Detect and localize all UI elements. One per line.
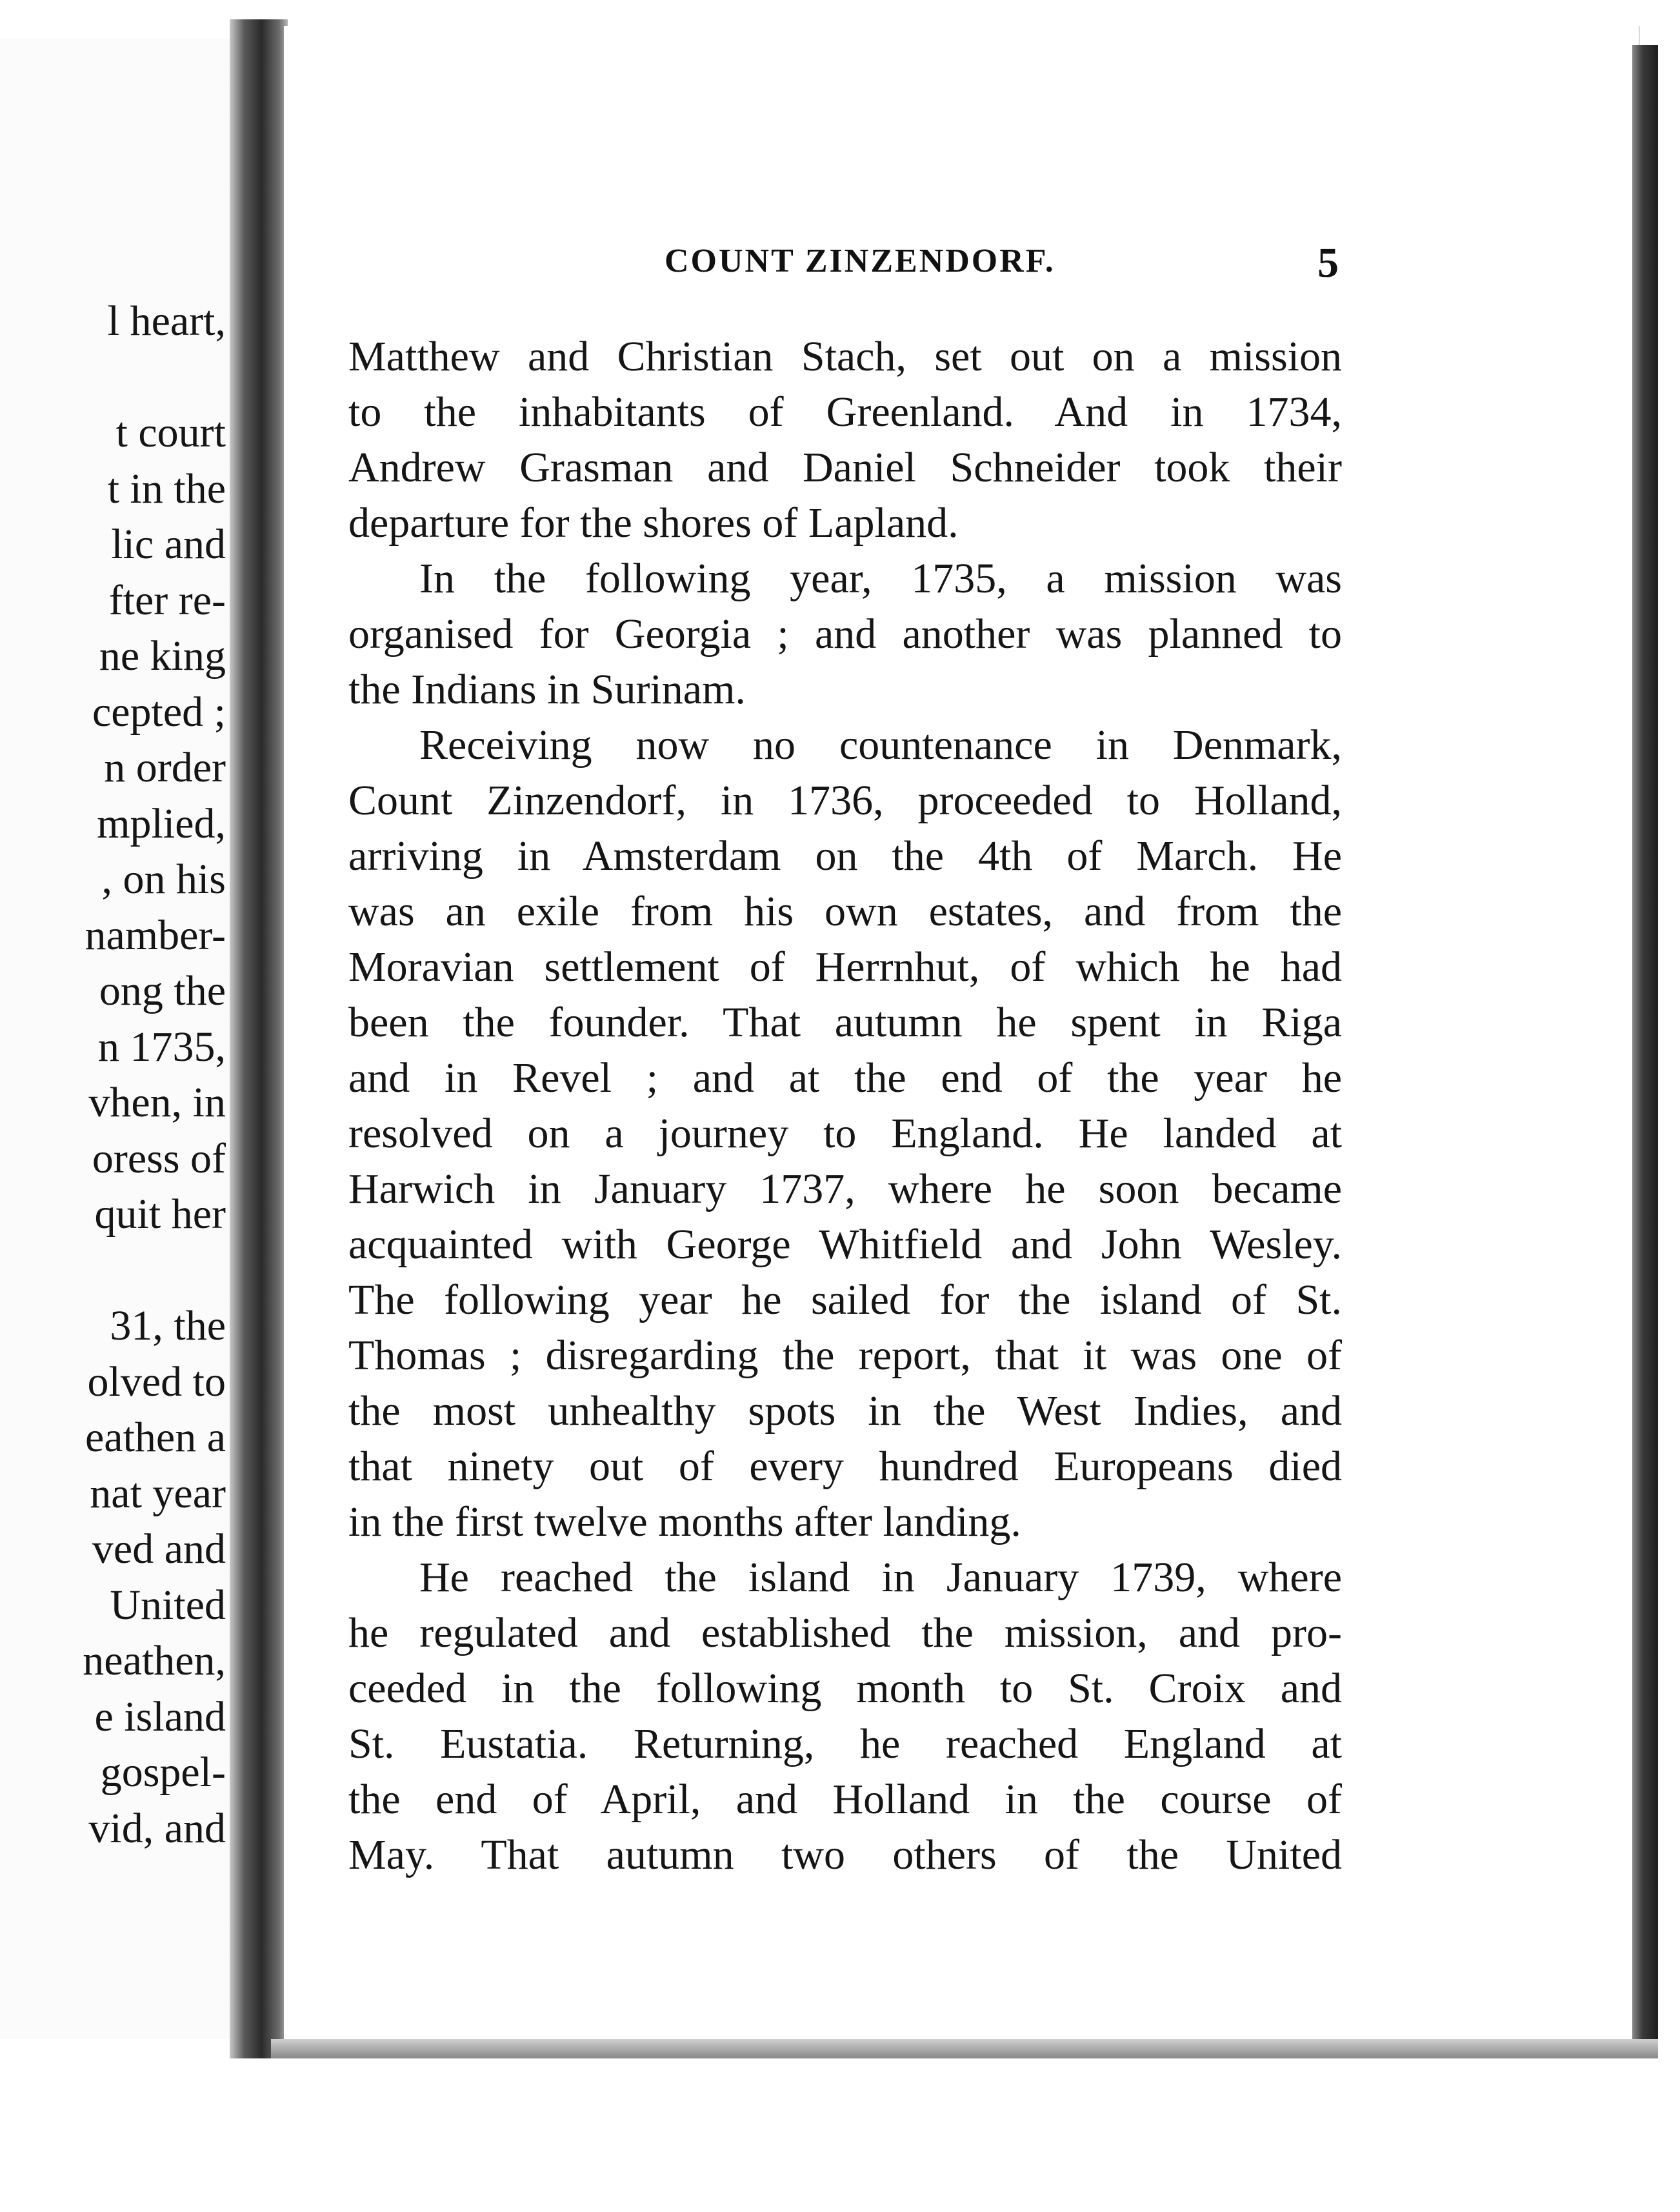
text-line: was an exile from his own estates, and from the <box>348 888 1342 935</box>
text-line: arriving in Amsterdam on the 4th of March. He <box>348 832 1342 880</box>
text-line: acquainted with George Whitfield and John Wesley. <box>348 1221 1342 1268</box>
text-line: May. That autumn two others of the United <box>348 1831 1342 1878</box>
text-line: departure for the shores of Lapland. <box>348 499 959 547</box>
text-line: Matthew and Christian Stach, set out on a mission <box>348 333 1342 380</box>
left-page-fragment: United <box>110 1581 226 1629</box>
text-line: Count Zinzendorf, in 1736, proceeded to Holland, <box>348 777 1342 824</box>
text-line: Receiving now no countenance in Denmark, <box>419 721 1342 769</box>
left-page-fragment: eathen a <box>85 1414 226 1461</box>
text-line: Thomas ; disregarding the report, that it was one of <box>348 1332 1342 1379</box>
text-line: and in Revel ; and at the end of the year he <box>348 1054 1342 1101</box>
book-bottom-edge <box>271 2039 1658 2058</box>
left-page-fragment: cepted ; <box>92 688 226 736</box>
left-page-fragment: quit her <box>94 1191 226 1238</box>
left-page-fragment: namber- <box>85 911 226 959</box>
text-line: that ninety out of every hundred Europeans died <box>348 1443 1342 1490</box>
left-page-fragment: ne king <box>99 632 226 679</box>
left-page-fragment: n order <box>104 744 226 791</box>
left-page-fragment: ved and <box>92 1525 226 1573</box>
left-page-fragment: neathen, <box>83 1637 226 1684</box>
text-line: He reached the island in January 1739, where <box>419 1554 1342 1601</box>
text-line: Moravian settlement of Herrnhut, of which he had <box>348 943 1342 990</box>
text-line: organised for Georgia ; and another was planned to <box>348 610 1342 658</box>
left-page-fragment: olved to <box>87 1358 226 1405</box>
left-page-fragment: l heart, <box>107 297 226 345</box>
left-page <box>0 39 232 2039</box>
left-page-fragment: t in the <box>107 465 226 512</box>
running-title: COUNT ZINZENDORF. <box>665 243 1055 279</box>
text-line: been the founder. That autumn he spent in Riga <box>348 999 1342 1046</box>
left-page-fragment: e island <box>94 1693 226 1740</box>
left-page-fragment: nat year <box>90 1469 226 1517</box>
left-page-fragment: vhen, in <box>88 1079 226 1126</box>
left-page-fragment: fter re- <box>108 576 226 624</box>
left-page-fragment: , on his <box>101 856 226 903</box>
left-page-fragment: lic and <box>111 521 226 568</box>
text-line: St. Eustatia. Returning, he reached England at <box>348 1720 1342 1767</box>
left-page-fragment: vid, and <box>88 1804 226 1852</box>
text-line: he regulated and established the mission, and pro- <box>348 1609 1342 1656</box>
left-page-fragment: oress of <box>92 1134 226 1182</box>
left-page-fragment: gospel- <box>100 1749 226 1796</box>
text-line: to the inhabitants of Greenland. And in 1734, <box>348 388 1342 436</box>
text-line: ceeded in the following month to St. Croix and <box>348 1665 1342 1712</box>
text-line: The following year he sailed for the island of St. <box>348 1276 1342 1323</box>
page-number: 5 <box>1317 239 1339 287</box>
left-page-fragment: 31, the <box>110 1302 226 1349</box>
book-gutter <box>230 19 288 2058</box>
left-page-fragment: n 1735, <box>98 1023 226 1071</box>
text-line: In the following year, 1735, a mission was <box>419 555 1342 602</box>
text-line: the Indians in Surinam. <box>348 666 746 713</box>
text-line: Harwich in January 1737, where he soon became <box>348 1165 1342 1212</box>
text-line: Andrew Grasman and Daniel Schneider took their <box>348 444 1342 491</box>
left-page-fragment: ong the <box>99 967 226 1014</box>
text-line: the end of April, and Holland in the course of <box>348 1776 1342 1823</box>
text-line: the most unhealthy spots in the West Indies, and <box>348 1387 1342 1434</box>
text-line: resolved on a journey to England. He landed at <box>348 1110 1342 1157</box>
left-page-fragment: t court <box>115 409 226 456</box>
book-edge <box>1632 45 1658 2039</box>
text-line: in the first twelve months after landing. <box>348 1498 1021 1545</box>
left-page-fragment: mplied, <box>97 799 226 847</box>
